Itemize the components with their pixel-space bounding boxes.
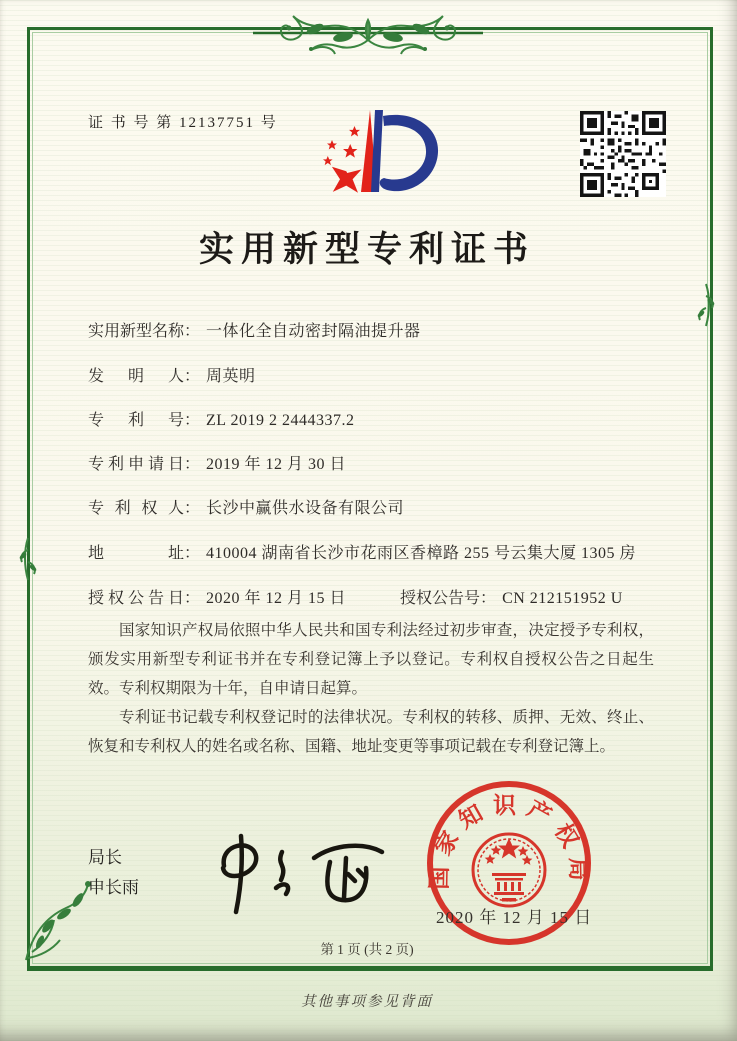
- field-label: 授权公告号: [400, 590, 481, 607]
- seal-text: 国家知识产权局: [426, 792, 592, 890]
- field-row-inventor: [88, 363, 256, 386]
- field-label: 地址: [88, 545, 184, 562]
- field-label: 实用新型名称: [88, 323, 185, 340]
- top-flourish-ornament: [253, 4, 483, 62]
- field-colon: ：: [184, 368, 201, 385]
- field-row-patent-no: [88, 407, 354, 430]
- national-emblem-icon: [473, 834, 545, 906]
- signer-name: 申长雨: [88, 878, 139, 897]
- field-value: 2019 年 12 月 30 日: [206, 456, 347, 473]
- field-label: 专利申请日: [88, 456, 184, 473]
- field-row-address: [88, 540, 636, 563]
- certificate-title: 实用新型专利证书: [198, 230, 535, 269]
- field-row-grant-date: [88, 585, 623, 608]
- field-value: 410004 湖南省长沙市花雨区香樟路 255 号云集大厦 1305 房: [206, 545, 637, 562]
- field-row-filing-date: [88, 451, 346, 474]
- certificate-number: 证 书 号 第 12137751 号: [88, 115, 278, 131]
- leaf-sprig-icon: [694, 282, 718, 328]
- field-colon: ：: [184, 545, 201, 562]
- back-side-note: 其他事项参见背面: [301, 994, 433, 1010]
- field-row-name: [88, 318, 421, 341]
- field-colon: ：: [184, 456, 201, 473]
- handwritten-signature-icon: [196, 826, 396, 918]
- field-colon: ：: [184, 590, 201, 607]
- body-paragraph: 国家知识产权局依照中华人民共和国专利法经过初步审查，决定授予专利权，颁发实用新型专利证书并在专利登记簿上予以登记。专利权自授权公告之日起生效。专利权期限为十年，自申请日起算。: [88, 622, 654, 697]
- page-number: 第 1 页 (共 2 页): [320, 942, 414, 957]
- field-value: 一体化全自动密封隔油提升器: [206, 323, 421, 340]
- qr-code: [580, 111, 666, 197]
- field-value: 2020 年 12 月 15 日: [206, 590, 347, 607]
- field-value: 周英明: [206, 368, 256, 385]
- body-paragraph: 专利证书记载专利权登记时的法律状况。专利权的转移、质押、无效、终止、恢复和专利权人的姓名或名称、国籍、地址变更等事项记载在专利登记簿上。: [88, 709, 654, 755]
- legal-text: [88, 616, 654, 761]
- field-value: ZL 2019 2 2444337.2: [206, 412, 355, 429]
- cnipa-logo-icon: [299, 100, 447, 208]
- field-label: 专利权人: [88, 500, 184, 517]
- leaf-sprig-icon: [16, 536, 40, 582]
- field-grant-number: [400, 590, 623, 607]
- field-label: 授权公告日: [88, 590, 184, 607]
- field-label: 专利号: [88, 412, 184, 429]
- field-colon: ：: [480, 590, 497, 607]
- field-colon: ：: [184, 500, 201, 517]
- signer-title: 局长: [88, 848, 122, 867]
- field-colon: ：: [184, 323, 201, 340]
- field-row-patentee: [88, 495, 404, 518]
- field-colon: ：: [184, 412, 201, 429]
- field-value: 长沙中赢供水设备有限公司: [206, 500, 405, 517]
- signer-block: [88, 843, 139, 903]
- field-label: 发明人: [88, 368, 184, 385]
- seal-date: 2020 年 12 月 15 日: [436, 908, 593, 927]
- field-value: CN 212151952 U: [502, 590, 623, 607]
